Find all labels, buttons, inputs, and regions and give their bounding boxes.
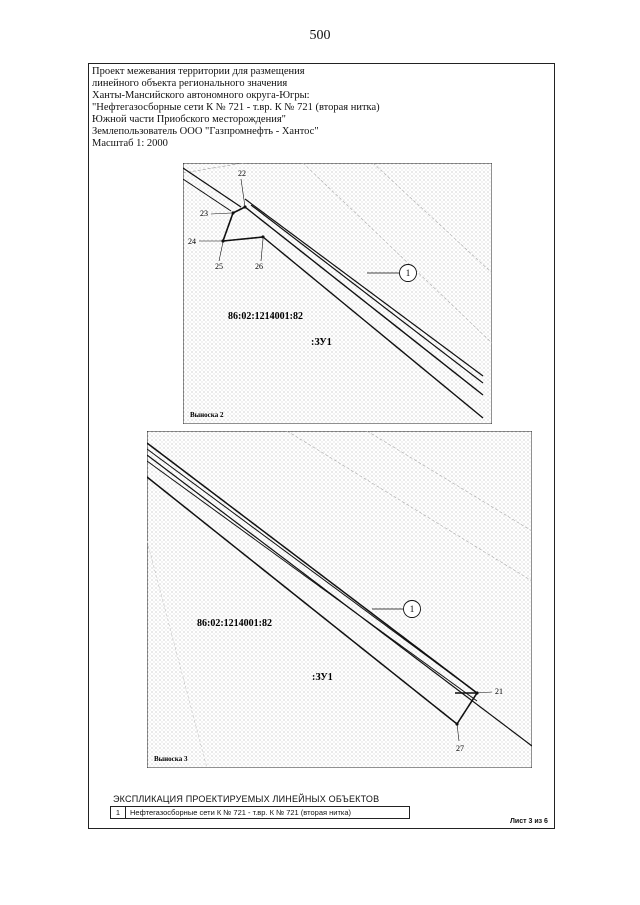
explication-row-number: 1 xyxy=(111,807,126,818)
point-label-27: 27 xyxy=(456,744,464,753)
point-label-26: 26 xyxy=(255,262,263,271)
object-marker-number: 1 xyxy=(409,604,415,614)
header-line: Ханты-Мансийского автономного округа-Югры: xyxy=(92,90,310,101)
object-marker-number: 1 xyxy=(405,268,411,278)
boundary-point-26 xyxy=(261,235,264,238)
point-label-21: 21 xyxy=(495,687,503,696)
inset-2-map xyxy=(183,163,492,424)
header-line: Землепользователь ООО "Газпромнефть - Хантос" xyxy=(92,126,319,137)
zone-label: :ЗУ1 xyxy=(311,337,332,348)
header-line: Южной части Приобского месторождения" xyxy=(92,114,286,125)
inset-2-background xyxy=(183,163,492,424)
inset-3-background xyxy=(147,431,532,768)
point-label-22: 22 xyxy=(238,169,246,178)
header-line: "Нефтегазосборные сети К № 721 - т.вр. К № 721 (вторая нитка) xyxy=(92,102,380,113)
explication-table xyxy=(110,806,410,819)
inset-3-map xyxy=(147,431,532,768)
inset-caption: Выноска 3 xyxy=(154,755,188,763)
explication-row-name: Нефтегазосборные сети К № 721 - т.вр. К № 721 (вторая нитка) xyxy=(130,808,352,817)
point-label-24: 24 xyxy=(188,237,196,246)
sheet-number-label: Лист 3 из 6 xyxy=(510,818,548,825)
point-label-23: 23 xyxy=(200,209,208,218)
parcel-label: 86:02:1214001:82 xyxy=(197,618,272,629)
page-number: 500 xyxy=(309,28,331,43)
inset-caption: Выноска 2 xyxy=(190,411,224,419)
header-line: линейного объекта регионального значения xyxy=(92,78,288,89)
parcel-label: 86:02:1214001:82 xyxy=(228,311,303,322)
explication-title: ЭКСПЛИКАЦИЯ ПРОЕКТИРУЕМЫХ ЛИНЕЙНЫХ ОБЪЕКТОВ xyxy=(113,794,380,804)
header-line: Масштаб 1: 2000 xyxy=(92,138,168,149)
point-label-25: 25 xyxy=(215,262,223,271)
header-line: Проект межевания территории для размещения xyxy=(92,66,305,77)
zone-label: :ЗУ1 xyxy=(312,672,333,683)
drawing-header xyxy=(92,66,392,150)
boundary-point-23 xyxy=(231,211,234,214)
